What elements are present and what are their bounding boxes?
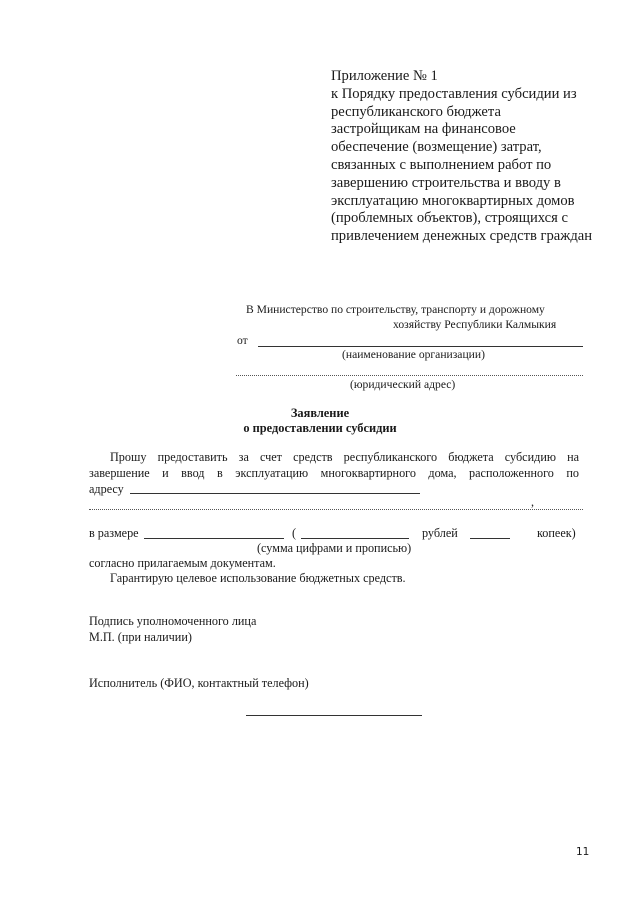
- amount-words-field[interactable]: [301, 538, 409, 539]
- executor-field[interactable]: [246, 715, 422, 716]
- stamp-label: М.П. (при наличии): [89, 630, 192, 644]
- organization-caption: (наименование организации): [342, 348, 485, 361]
- appendix-line: (проблемных объектов), строящихся с: [331, 210, 568, 227]
- appendix-block: [331, 68, 592, 246]
- attached-documents-text: согласно прилагаемым документам.: [89, 556, 276, 570]
- appendix-line: привлечением денежных средств граждан: [331, 228, 593, 245]
- page-number: 11: [576, 846, 590, 858]
- appendix-line: Приложение № 1: [331, 68, 438, 84]
- address-label: адресу: [89, 482, 124, 496]
- request-line-1: Прошу предоставить за счет средств республиканского бюджета субсидию на: [110, 450, 579, 464]
- kopecks-label: копеек): [537, 526, 576, 540]
- appendix-line: эксплуатацию многоквартирных домов: [331, 192, 575, 209]
- executor-label: Исполнитель (ФИО, контактный телефон): [89, 676, 309, 690]
- addressee-line1: В Министерство по строительству, транспорту и дорожному: [246, 303, 545, 316]
- amount-caption: (сумма цифрами и прописью): [257, 541, 412, 555]
- amount-label: в размере: [89, 526, 139, 540]
- address-field-continued[interactable]: [89, 509, 583, 510]
- open-paren: (: [292, 526, 297, 540]
- appendix-line: связанных с выполнением работ по: [331, 156, 552, 173]
- kopecks-field[interactable]: [470, 538, 510, 539]
- document-subtitle: о предоставлении субсидии: [243, 421, 397, 435]
- guarantee-text: Гарантирую целевое использование бюджетных средств.: [110, 571, 406, 585]
- document-title: Заявление: [290, 406, 350, 420]
- appendix-line: обеспечение (возмещение) затрат,: [331, 139, 542, 156]
- rubles-label: рублей: [422, 526, 458, 540]
- signature-label: Подпись уполномоченного лица: [89, 614, 257, 628]
- appendix-line: к Порядку предоставления субсидии из: [331, 85, 577, 102]
- appendix-line: завершению строительства и вводу в: [331, 174, 561, 191]
- request-line-2: завершение и ввод в эксплуатацию многоквартирного дома, расположенного по: [89, 466, 579, 480]
- legal-address-field[interactable]: [236, 375, 583, 376]
- legal-address-caption: (юридический адрес): [350, 378, 456, 391]
- from-label: от: [237, 334, 248, 347]
- organization-field[interactable]: [258, 346, 583, 347]
- address-field[interactable]: [130, 493, 420, 494]
- appendix-line: республиканского бюджета: [331, 103, 501, 120]
- appendix-line: застройщикам на финансовое: [331, 121, 516, 138]
- address-comma: ,: [531, 495, 535, 509]
- amount-digits-field[interactable]: [144, 538, 284, 539]
- addressee-line2: хозяйству Республики Калмыкия: [393, 318, 557, 331]
